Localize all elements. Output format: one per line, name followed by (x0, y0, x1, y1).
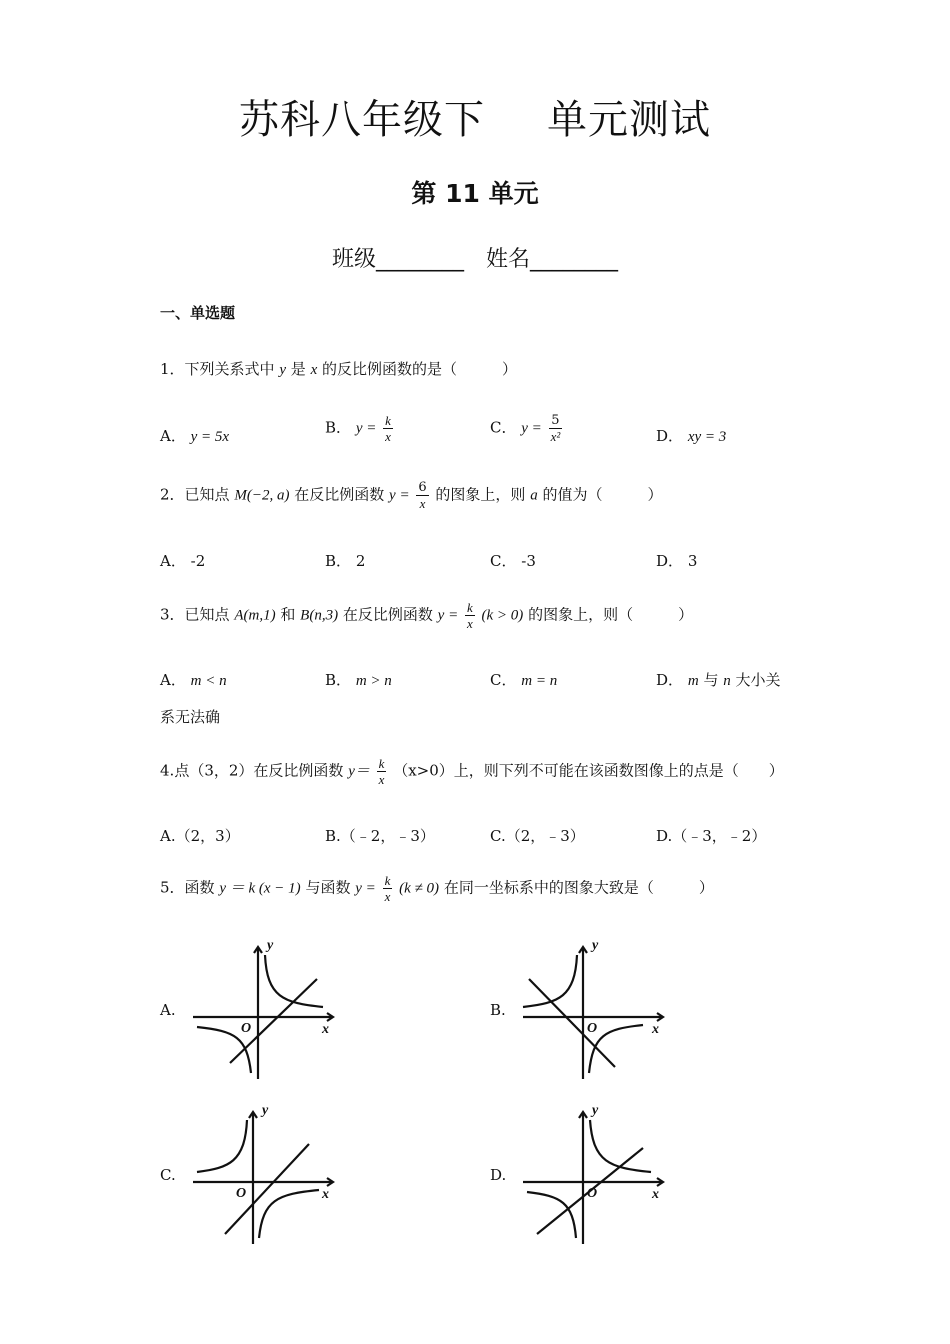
question-text: 上，则下列不可能在该函数图像上的点是（ ） (453, 761, 784, 780)
variable: x (310, 362, 318, 378)
q5-graph-b[interactable] (515, 935, 675, 1083)
section-title: 一、单选题 (160, 304, 236, 322)
function-lhs: y = (389, 487, 410, 504)
q1-option-d[interactable] (656, 425, 726, 446)
option-value: -2 (190, 552, 206, 570)
q3-option-d[interactable]: D． m 与 n 大小关 (656, 671, 781, 689)
question-text: 在反比例函数 (342, 605, 433, 624)
q3-option-b[interactable]: B． m > n (325, 671, 392, 689)
point-expr: B(n,3) (300, 607, 339, 624)
q3-option-c[interactable]: C． m = n (490, 671, 558, 689)
q3-option-d-wrap: 系无法确 (160, 708, 221, 726)
option-expr: m < n (190, 673, 227, 689)
question-number: 5． (160, 878, 185, 897)
variable: y (279, 362, 287, 378)
origin-label: O (236, 1186, 247, 1201)
option-label: D． (656, 427, 684, 445)
question-number: 4. (160, 761, 175, 780)
fraction: $\frac{k}{x}$ (466, 600, 473, 631)
question-text: 和 (280, 605, 296, 624)
y-axis-label: y (262, 1103, 269, 1118)
option-expr: xy = 3 (687, 429, 727, 445)
class-field: 班级________ (331, 247, 464, 272)
q5-graph-c[interactable] (185, 1100, 345, 1248)
q4-option-b[interactable]: B.（﹣2，﹣3） (325, 827, 435, 845)
q2-option-c[interactable]: C． -3 (490, 552, 536, 570)
fraction: $\frac{k}{x}$ (378, 756, 385, 787)
question-number: 2． (160, 485, 185, 504)
unit-subtitle: 第 11 单元 (411, 179, 539, 208)
condition: (k > 0) (481, 607, 524, 624)
variable: m (687, 673, 699, 689)
y-axis-label: y (592, 1103, 599, 1118)
question-2 (160, 480, 663, 511)
x-axis-label: x (322, 1187, 329, 1202)
option-value: （2，﹣3） (505, 827, 585, 845)
title-left: 苏科八年级下 (239, 97, 485, 143)
origin-label: O (587, 1186, 598, 1201)
student-info-line (0, 242, 950, 273)
question-text: 已知点 (184, 605, 230, 624)
question-text: 下列关系式中 (184, 360, 275, 378)
option-value: （﹣3，﹣2） (672, 827, 767, 845)
q5-graph-a[interactable] (185, 935, 345, 1083)
q4-option-a[interactable]: A.（2，3） (160, 827, 240, 845)
variable: n (723, 673, 731, 689)
x-axis-label: x (652, 1187, 659, 1202)
question-text: 点（3，2）在反比例函数 (174, 761, 344, 780)
fraction: $\frac{5}{\text{x²}}$ (550, 413, 561, 444)
question-4 (160, 756, 784, 787)
question-text: 的图象上，则（ ） (528, 605, 694, 624)
hyperbola-branch-q4 (259, 1190, 319, 1238)
option-label: A． (160, 427, 186, 445)
option-expr: m > n (355, 673, 392, 689)
q5-option-c-label[interactable]: C. (160, 1166, 176, 1184)
question-text: 是 (290, 360, 306, 378)
question-1 (160, 358, 517, 379)
option-label: C． (490, 418, 517, 437)
q1-option-c[interactable] (490, 413, 564, 444)
hyperbola-branch-q1 (590, 1120, 651, 1172)
option-expr: y = (521, 420, 542, 437)
question-text: 的图象上，则 (435, 485, 526, 504)
question-number: 1． (160, 360, 185, 378)
question-text: 的值为（ ） (542, 485, 663, 504)
condition: （x>0） (393, 761, 454, 780)
y-axis-label: y (592, 938, 599, 953)
question-text: 函数 (184, 878, 215, 897)
q3-option-a[interactable]: A． m < n (160, 671, 227, 689)
title-right: 单元测试 (547, 97, 711, 143)
q4-option-c[interactable]: C.（2，﹣3） (490, 827, 585, 845)
point-expr: A(m,1) (234, 607, 276, 624)
q5-option-d-label[interactable]: D. (490, 1166, 507, 1184)
linear-function-expr: y ＝ k (x − 1) (219, 880, 301, 897)
y-axis-label: y (267, 938, 274, 953)
q1-option-a[interactable] (160, 425, 229, 446)
option-expr: y = 5x (190, 429, 230, 445)
q5-option-b-label[interactable]: B. (490, 1001, 506, 1019)
condition: (k ≠ 0) (399, 880, 440, 897)
option-value: （﹣2，﹣3） (340, 827, 435, 845)
question-text: 已知点 (184, 485, 230, 504)
question-text: 在同一坐标系中的图象大致是（ ） (443, 878, 714, 897)
linear-function-line (529, 979, 615, 1067)
option-value: 3 (687, 552, 698, 570)
point-expr: M(−2, a) (234, 487, 290, 504)
q5-graph-d[interactable] (515, 1100, 675, 1248)
option-value: 2 (355, 552, 366, 570)
name-field: 姓名________ (486, 247, 619, 272)
variable: a (530, 487, 538, 504)
option-expr: m = n (521, 673, 558, 689)
question-3 (160, 600, 693, 631)
function-lhs: y＝ (348, 763, 370, 780)
function-lhs: y = (437, 607, 459, 624)
q5-option-a-label[interactable]: A. (160, 1001, 176, 1019)
x-axis-label: x (322, 1022, 329, 1037)
page-title (0, 88, 950, 145)
q4-option-d[interactable]: D.（﹣3，﹣2） (656, 827, 767, 845)
fraction: $\frac{6}{x}$ (418, 480, 427, 511)
option-label: B． (325, 418, 352, 437)
hyperbola-branch-q3 (527, 1192, 576, 1238)
question-5 (160, 873, 714, 904)
fraction: $\frac{k}{x}$ (384, 873, 391, 904)
q1-option-b[interactable] (325, 413, 395, 444)
question-number: 3． (160, 605, 185, 624)
question-text: 的反比例函数的是（ ） (322, 360, 518, 378)
option-expr: y = (355, 420, 377, 437)
option-value: -3 (521, 552, 536, 570)
q2-option-a[interactable]: A． -2 (160, 552, 206, 570)
hyperbola-branch-q2 (197, 1120, 247, 1172)
q2-option-b[interactable]: B． 2 (325, 552, 366, 570)
q2-option-d[interactable]: D． 3 (656, 552, 698, 570)
question-text: 与函数 (305, 878, 351, 897)
question-text: 在反比例函数 (294, 485, 385, 504)
fraction: $\frac{k}{x}$ (385, 413, 391, 444)
origin-label: O (241, 1021, 252, 1036)
origin-label: O (587, 1021, 598, 1036)
function-lhs: y = (355, 880, 376, 897)
x-axis-label: x (652, 1022, 659, 1037)
option-value: （2，3） (175, 827, 240, 845)
